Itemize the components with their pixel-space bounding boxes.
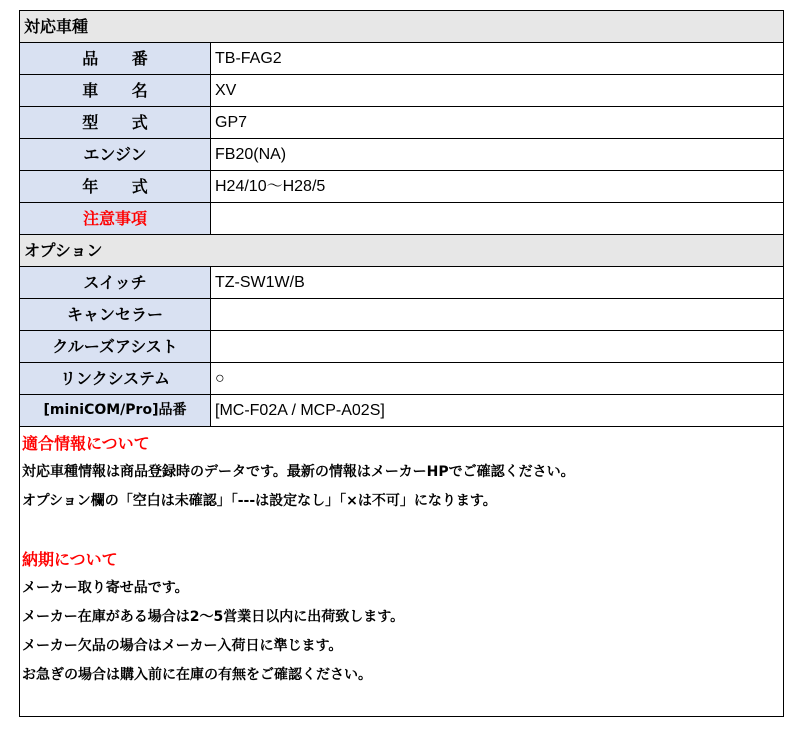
table-row-switch bbox=[20, 267, 783, 299]
row-value: TB-FAG2 bbox=[215, 50, 282, 67]
row-value: ○ bbox=[215, 370, 225, 387]
row-value: [MC-F02A / MCP-A02S] bbox=[215, 402, 385, 419]
table-row-canceller bbox=[20, 299, 783, 331]
table-row-model-year bbox=[20, 171, 783, 203]
spec-table bbox=[19, 10, 784, 717]
row-label: クルーズアシスト bbox=[20, 331, 211, 362]
section-title-vehicle: 対応車種 bbox=[24, 17, 89, 36]
row-value bbox=[211, 331, 783, 362]
table-row-engine bbox=[20, 139, 783, 171]
delivery-info-line: メーカー欠品の場合はメーカー入荷日に準じます。 bbox=[22, 638, 343, 654]
row-label: リンクシステム bbox=[20, 363, 211, 394]
row-label: エンジン bbox=[20, 139, 211, 170]
row-value: XV bbox=[215, 82, 237, 99]
notes-block bbox=[20, 427, 783, 716]
table-row-link-system bbox=[20, 363, 783, 395]
row-value: H24/10〜H28/5 bbox=[215, 178, 326, 195]
delivery-info-line: お急ぎの場合は購入前に在庫の有無をご確認ください。 bbox=[22, 667, 372, 683]
row-value bbox=[211, 203, 783, 234]
row-label: [miniCOM/Pro]品番 bbox=[20, 395, 211, 426]
delivery-info-heading: 納期について bbox=[22, 550, 118, 569]
fitment-info-line: オプション欄の「空白は未確認」「---は設定なし」「×は不可」になります。 bbox=[22, 493, 497, 509]
table-row-vehicle-name bbox=[20, 75, 783, 107]
fitment-info-heading: 適合情報について bbox=[22, 434, 150, 453]
row-label: 車 名 bbox=[20, 75, 211, 106]
table-row-model-code bbox=[20, 107, 783, 139]
row-label: スイッチ bbox=[20, 267, 211, 298]
table-row-part-number bbox=[20, 43, 783, 75]
delivery-info-line: メーカー取り寄せ品です。 bbox=[22, 580, 189, 596]
section-title-options: オプション bbox=[24, 241, 103, 260]
row-value: TZ-SW1W/B bbox=[215, 274, 305, 291]
table-row-notes bbox=[20, 203, 783, 235]
row-label: 品 番 bbox=[20, 43, 211, 74]
fitment-info-line: 対応車種情報は商品登録時のデータです。最新の情報はメーカーHPでご確認ください。 bbox=[22, 464, 575, 480]
row-value bbox=[211, 299, 783, 330]
row-label: 型 式 bbox=[20, 107, 211, 138]
row-value: GP7 bbox=[215, 114, 248, 131]
section-header-vehicle bbox=[20, 11, 783, 43]
row-label-warning: 注意事項 bbox=[20, 203, 211, 234]
section-header-options bbox=[20, 235, 783, 267]
table-row-cruise-assist bbox=[20, 331, 783, 363]
row-label: キャンセラー bbox=[20, 299, 211, 330]
table-row-minicom-part bbox=[20, 395, 783, 427]
row-label: 年 式 bbox=[20, 171, 211, 202]
row-value: FB20(NA) bbox=[215, 146, 287, 163]
delivery-info-line: メーカー在庫がある場合は2〜5営業日以内に出荷致します。 bbox=[22, 609, 405, 625]
